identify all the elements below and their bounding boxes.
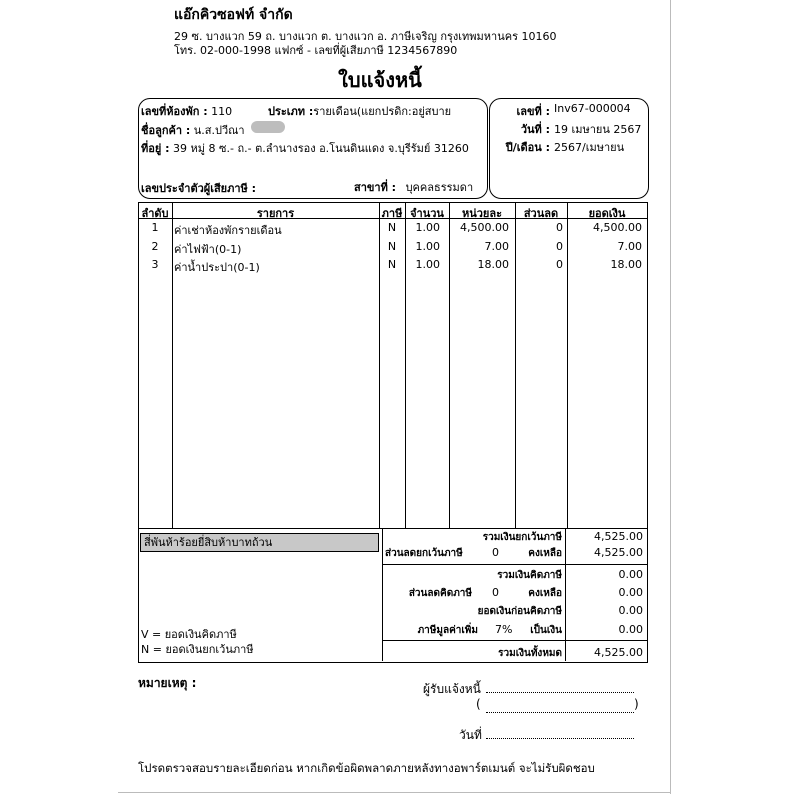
disclaimer-notice: โปรดตรวจสอบรายละเอียดก่อน หากเกิดข้อผิดพลาดภายหลังทางอพาร์ตเมนต์ จะไม่รับผิดชอบ	[138, 761, 595, 775]
name-label: ชื่อลูกค้า :	[141, 124, 191, 137]
table-row-1-unit: 4,500.00	[460, 221, 509, 234]
grand-total-label: รวมเงินทั้งหมด	[498, 648, 562, 659]
name-row	[141, 121, 245, 139]
invoice-period-value: 2567/เมษายน	[554, 141, 625, 154]
table-row-1-amount: 4,500.00	[593, 221, 642, 234]
room-label: เลขที่ห้องพัก :	[141, 105, 208, 118]
table-row-2-qty: 1.00	[415, 240, 440, 253]
table-row-3-no: 3	[151, 258, 159, 271]
room-row	[141, 102, 232, 120]
pre-tax-label: ยอดเงินก่อนคิดภาษี	[477, 606, 562, 617]
legend-v: V = ยอดเงินคิดภาษี	[141, 628, 237, 641]
discount-taxable-label: ส่วนลดคิดภาษี	[408, 588, 472, 599]
th-discount: ส่วนลด	[523, 207, 559, 220]
summary-divider-left	[382, 528, 383, 661]
invoice-date-label: วันที่ :	[520, 123, 550, 136]
th-amount: ยอดเงิน	[588, 207, 626, 220]
remark-label: หมายเหตุ :	[138, 676, 197, 690]
table-row-3-qty: 1.00	[415, 258, 440, 271]
invoice-period-label: ปี/เดือน :	[505, 141, 550, 154]
total-exempt-value: 4,525.00	[594, 530, 643, 543]
th-unit: หน่วยละ	[461, 207, 503, 220]
address-label: ที่อยู่ :	[141, 142, 170, 155]
sign-date-line	[486, 738, 634, 739]
remain-taxable-label: คงเหลือ	[528, 588, 562, 599]
company-address: 29 ซ. บางแวก 59 ถ. บางแวก ต. บางแวก อ. ภาษีเจริญ กรุงเทพมหานคร 10160	[174, 30, 557, 43]
vat-amount-value: 0.00	[618, 623, 643, 636]
paren-close: )	[634, 697, 639, 711]
page-border-right	[670, 0, 671, 794]
table-row-2-item: ค่าไฟฟ้า(0-1)	[174, 243, 242, 256]
address-row	[141, 139, 469, 157]
redacted-name-blur	[251, 121, 285, 133]
remain-exempt-label: คงเหลือ	[528, 548, 562, 559]
type-row	[268, 102, 451, 120]
summary-line-2	[382, 640, 647, 641]
room-value: 110	[211, 105, 233, 118]
table-row-2-discount: 0	[556, 240, 563, 253]
table-row-2-unit: 7.00	[484, 240, 509, 253]
total-taxable-label: รวมเงินคิดภาษี	[497, 570, 562, 581]
pre-tax-value: 0.00	[618, 604, 643, 617]
table-body-bottom	[138, 528, 647, 529]
type-value: รายเดือน(แยกปรดิก:อยู่สบาย	[313, 105, 452, 118]
invoice-no-label: เลขที่ :	[516, 105, 550, 118]
th-no: ลำดับ	[141, 207, 169, 220]
th-item: รายการ	[256, 207, 295, 220]
tax-id-label: เลขประจำตัวผู้เสียภาษี :	[141, 182, 257, 195]
table-row-3-item: ค่าน้ำประปา(0-1)	[174, 261, 260, 274]
vat-rate: 7%	[495, 623, 513, 636]
invoice-no-value: Inv67-000004	[554, 102, 631, 115]
vat-amount-label: เป็นเงิน	[530, 625, 562, 636]
total-taxable-value: 0.00	[618, 568, 643, 581]
th-qty: จำนวน	[410, 207, 444, 220]
legend-n: N = ยอดเงินยกเว้นภาษี	[141, 643, 254, 656]
type-label: ประเภท :	[268, 105, 314, 118]
receiver-name-line	[486, 712, 634, 713]
invoice-date-value: 19 เมษายน 2567	[554, 123, 642, 136]
summary-line-1	[382, 564, 647, 565]
table-row-3-tax: N	[387, 258, 397, 271]
page-border-bottom	[118, 792, 671, 793]
receiver-signature-line	[486, 692, 634, 693]
summary-divider-right	[565, 528, 566, 661]
remain-exempt-value: 4,525.00	[594, 546, 643, 559]
table-row-2-tax: N	[387, 240, 397, 253]
remain-taxable-value: 0.00	[618, 586, 643, 599]
table-row-3-amount: 18.00	[610, 258, 642, 271]
address-value: 39 หมู่ 8 ซ.- ถ.- ต.ลำนางรอง อ.โนนดินแดง จ.บุรีรัมย์ 31260	[173, 142, 469, 155]
col-divider-1	[172, 202, 173, 529]
table-row-1-item: ค่าเช่าห้องพักรายเดือน	[174, 224, 282, 237]
name-value: น.ส.ปวีณา	[193, 124, 245, 137]
branch-label: สาขาที่ :	[354, 181, 397, 194]
branch-row	[354, 178, 473, 196]
company-contact: โทร. 02-000-1998 แฟกซ์ - เลขที่ผู้เสียภาษี 1234567890	[174, 44, 458, 57]
table-row-3-unit: 18.00	[477, 258, 509, 271]
document-title: ใบแจ้งหนี้	[338, 68, 422, 92]
discount-exempt-label: ส่วนลดยกเว้นภาษี	[385, 548, 463, 559]
table-row-2-no: 2	[151, 240, 159, 253]
vat-label: ภาษีมูลค่าเพิ่ม	[417, 625, 478, 636]
branch-value: บุคคลธรรมดา	[405, 181, 474, 194]
table-row-1-qty: 1.00	[415, 221, 440, 234]
grand-total-value: 4,525.00	[594, 646, 643, 659]
th-tax: ภาษี	[381, 207, 403, 220]
discount-exempt-value: 0	[492, 546, 499, 559]
total-exempt-label: รวมเงินยกเว้นภาษี	[482, 532, 562, 543]
table-row-1-no: 1	[151, 221, 159, 234]
table-row-3-discount: 0	[556, 258, 563, 271]
table-row-2-amount: 7.00	[617, 240, 642, 253]
company-name: แอ๊กคิวซอฟท์ จำกัด	[174, 7, 293, 23]
table-row-1-discount: 0	[556, 221, 563, 234]
table-row-1-tax: N	[387, 221, 397, 234]
sign-date-label: วันที่	[459, 728, 482, 742]
receiver-label: ผู้รับแจ้งหนี้	[423, 682, 481, 696]
amount-in-words-box: สี่พันห้าร้อยยี่สิบห้าบาทถ้วน	[140, 533, 379, 552]
discount-taxable-value: 0	[492, 586, 499, 599]
paren-open: (	[476, 697, 481, 711]
